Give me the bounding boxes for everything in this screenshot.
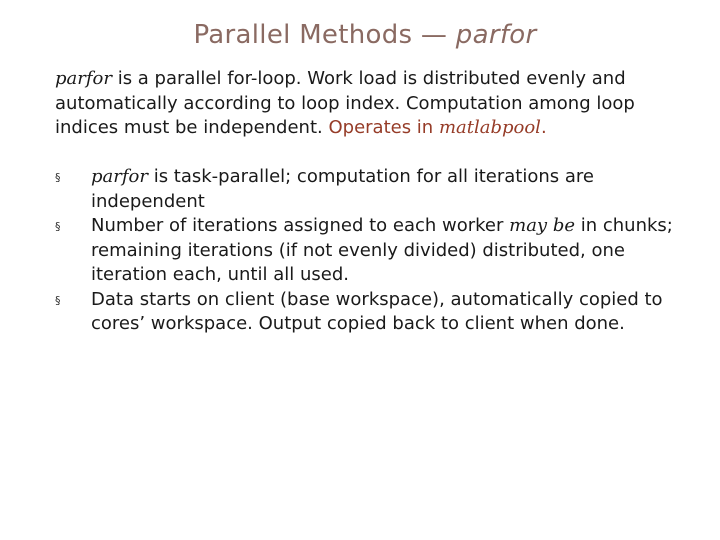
- bullet-item-3: [55, 288, 695, 337]
- bullet-marker-icon: §: [55, 171, 61, 184]
- bullet-marker-icon: §: [55, 293, 61, 307]
- bullet-item-2: [55, 214, 695, 288]
- slide-title-text: Parallel Methods —: [193, 20, 456, 50]
- bullet-2-emphasis: may be: [509, 215, 575, 236]
- intro-body-text: is a parallel for-loop. Work load is distributed evenly and automatically according to loop index. Computation among loop indices must be independent.: [55, 68, 635, 138]
- intro-paragraph: [55, 67, 695, 141]
- bullet-item-1: [55, 165, 695, 214]
- bullet-2-text-before: Number of iterations assigned to each worker: [91, 215, 510, 236]
- intro-lead-keyword: parfor: [55, 68, 112, 89]
- slide-title: [0, 20, 720, 50]
- intro-accent-end: .: [540, 117, 547, 138]
- intro-accent-keyword: matlabpool: [438, 117, 541, 138]
- bullet-1-keyword: parfor: [91, 166, 148, 187]
- slide-title-italic: parfor: [455, 20, 537, 50]
- intro-accent-text: Operates in: [328, 117, 439, 138]
- bullet-2-text-after: in chunks; remaining iterations (if not evenly divided) distributed, one iteration each, until all used.: [91, 215, 673, 285]
- bullet-list: [55, 165, 695, 337]
- bullet-marker-icon: §: [55, 220, 61, 233]
- bullet-1-text: is task-parallel; computation for all iterations are independent: [91, 166, 594, 212]
- bullet-3-text: Data starts on client (base workspace), automatically copied to cores’ workspace. Output copied back to client when done.: [91, 288, 663, 334]
